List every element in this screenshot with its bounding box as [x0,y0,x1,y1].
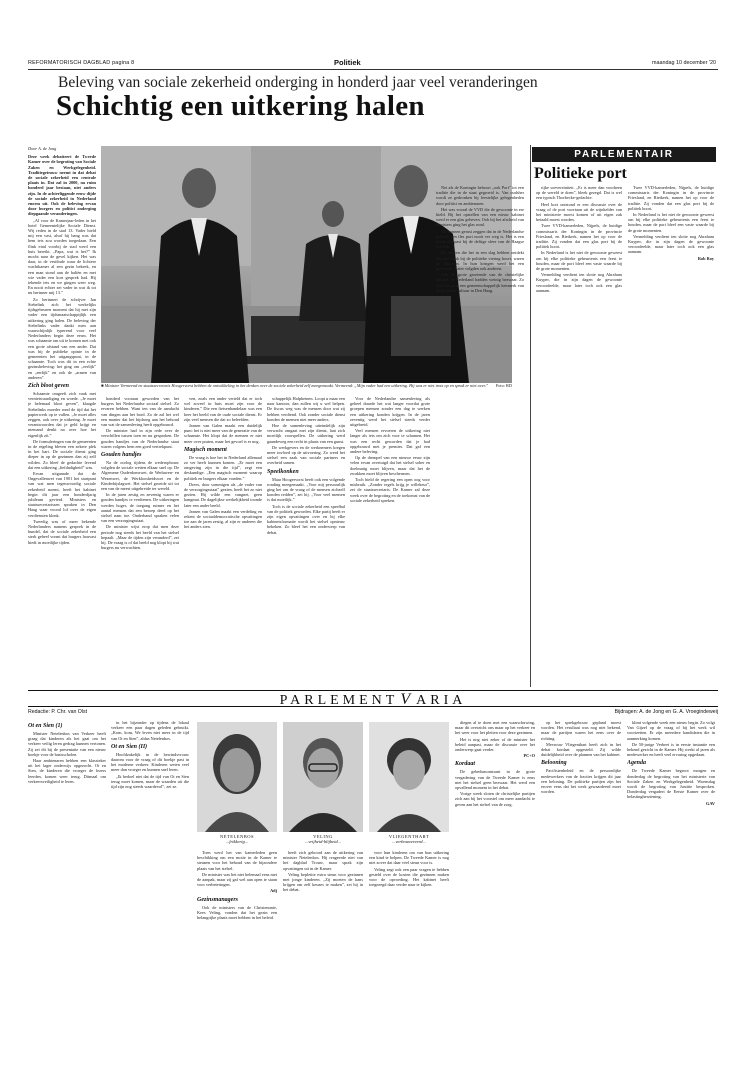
article-paragraph: Drees, door sommigen als „de vader van de verzorgingsstaat” gezien, heeft het zo niet gezien. Hij wilde een vangnet, geen hangmat. De dagelijkse werkelijkheid toonde later een ander beeld. [184,481,262,508]
varia-paragraph: Pacifistenbeleid en de persoonlijke medewerkers van de fracties krijgen dit jaar een beloning. De politieke partijen zijn het erover eens dat het werk gewaardeerd moet worden. [541,768,621,795]
portrait-caption-veling [283,834,363,844]
port-paragraph: We kunnen gerust zeggen dat in de Nederlandse politiek een fles port nooit ver weg is. Het is een drank die past bij de deftige sfeer van de Haagse politiek. [436,228,524,250]
portrait-netelenbos-illustration [197,722,277,832]
portrait-name: VLIEGENTHART [388,834,430,839]
article-paragraph: Jansen van Galen maakt een verdeling en rekent de sociaaldemocratische opvattingen toe aan de jaren zestig, al zijn er anderen die het anders zien. [184,508,262,530]
varia-heading: Kordaat [455,761,476,768]
article-paragraph: Tweedig was of meer bekende Nederlanders namens gesprek in de bundel, dat de sociale zekerheid een sterk geheel vormt dat burgers houvast biedt in moeilijke tijden. [28,518,96,545]
article-paragraph: Maar Hoogervorst heeft ook een volgende ronding meegemaakt. „Voor mij persoonlijk ging het om de vraag of de mensen zichzelf konden redden”, zei hij. „Voor veel mensen is dat moeilijk.” [267,476,345,503]
portrait-name: NETELENBOS [220,834,254,839]
banner-word-parlement: PARLEMENT [279,693,399,708]
varia-heading: Ot en Sien (II) [111,743,148,750]
port-signature: Rob Roy [697,255,714,261]
port-paragraph: Vermelding verdient ten slotte nog Abraham Kuyper, die in zijn dagen de gewoonte veroordeelde, maar later toch ook een glas aannam. [536,272,622,293]
varia-paragraph: De gebedsmonstrant in de grote vergadering van de Tweede Kamer is eens met het stelsel geen bezwaar. Het werd een opvallend moment in het debat. [455,769,535,791]
article-paragraph: „Al voor de Kamerjaar-leden in het hotel Gemeentelijke Sociale Dienst. Wij reden in de stad 13. Vader hield mij een vast, alsof hij bang was dat hem iets zou worden toegedaan. Een flink eind voorbij de stad werd een huis bereikt. „Papa, wat is het?” Ik mocht naar de gevel kijken. Het was daar, in de vestibule waar de lichtere wachtkamer al een gezin bekeek, en een man stond aan de baliën en met wie vader een kort gesprek had. Hij tekende iets en we gingen weer weg. En nooit echter zei vader in wat ik tot nu herinner mij 13.” [28,217,96,296]
article-paragraph: Toch hield de regering een open oog voor misbruik. „Zonder regels krijg je willekeur”, zei de staatssecretaris. De Kamer zal deze week over de begroting en de toekomst van de sociale zekerheid spreken. [350,477,430,503]
varia-paragraph: De Tweede Kamer begroot morgen en donderdag de begroting van het ministerie van Sociale Zaken en Werkgelegenheid. Woensdag wordt de begroting van Justitie besproken. Donderdag vergadert de Eerste Kamer over de belastingherziening. [627,768,715,800]
port-paragraph: Net als de Koningin behoort „ook Port” tot een traditie die in de staat gegroeid is. Van oudsher wordt ze gedronken bij feestelijke gelegenheden door politici en ambtenaren. [436,185,524,206]
varia-signature: PC+O [523,753,535,759]
article-paragraph: Toch is de sociale zekerheid een speelbal van de politiek geworden. Elke partij heeft er zijn eigen opvattingen over en bij elke kabinetsformatie wordt het stelsel opnieuw bekeken. Zo bleef het een onderwerp van debat. [267,503,345,535]
varia-paragraph: Hoofdzakelijk in de bewindsvrouw daarom voor de vraag of dit boekje past in het moderne verkeer. Kinderen weten veel meer dan vroeger en kunnen snel leren. [111,751,189,773]
port-paragraph: Ook de grote groeiende van de christelijke politiek in Nederland hadden weinig bezwaar. Zo werd de port een gemeenschappelijk kenmerk van de politieke cultuur in Den Haag. [436,272,524,293]
photo-caption-text: Minister Vermeend en staatssecretaris Hoogervorst hebben de ontwikkeling in het denken over de sociale zekerheid zelf meegemaakt. Vermeend: „Mijn vader had een uitkering. Hij was er niet trots op en sprak er niet over.” [104,383,489,388]
varia-heading: Gezinsmanagers [197,896,239,903]
bijdragen-credit: Bijdragen: A. de Jong en G. A. Vroegindeweij [614,709,718,715]
varia-paragraph: „Ik bedoel niet dat de tijd van Ot en Sien terug moet komen, maar de waarden uit die tijd zijn nog steeds waardevol”, zei ze. [111,773,189,790]
article-paragraph: ven, zoals een ander verteld dat er toch wel zoveel in huis moet zijn voor de kinderen.” Die een fietsenhandelaar was een keer het beeld van de oude sociale dienst. Er zijn veel mensen die dat zo beleefden. [184,396,262,422]
varia-column-4 [283,850,363,1050]
varia-paragraph: Het is nog niet zeker of de minister het beleid aanpast, maar de discussie over het onderwerp gaat verder. [455,736,535,753]
article-paragraph: Jansen van Galen maakt een duidelijk punt: het is niet meer van de generatie van de schaamte. Het klopt dat de mensen er niet meer over praten, maar het gevoel is er nog. [184,423,262,444]
portrait-vliegenthart-illustration [369,722,449,832]
page-header-section: Politiek [334,58,361,67]
varia-column-8 [627,720,715,1050]
portrait-netelenbos [197,722,277,832]
varia-heading: Agenda [627,760,647,767]
varia-paragraph: Ook de ministers van de Christenunie, Kees Veling, vonden dat het gezin een belangrijke plaats moet hebben in het beleid. [197,904,277,921]
banner-v-icon: V [400,691,415,708]
article-column-4 [267,396,345,686]
portrait-veling-illustration [283,722,363,832]
article-paragraph: Voor de Nederlandse samenleving als geheel duurde het wat langer voordat grote groepen mensen zonder een dag te werken een uitkering konden krijgen. In de jaren zeventig werd het stelsel steeds verder uitgebreid. [350,396,430,428]
portrait-caption-netelenbos [197,834,277,844]
photo-credit: Foto: RD [495,383,512,388]
article-subheading: Zich bloot geven [28,382,69,389]
article-lead: Deze week debatteert de Tweede Kamer over de begroting van Sociale Zaken en Werkgelegenheid. Traditiegetrouw neemt in dat debat de sociale zekerheid een centrale plaats in. Dat zal in 2000, na ruim honderd jaar bestaan, niet anders zijn. In de achterliggende eeuw dijde de sociale zekerheid in Nederland enorm uit. Ook de beleving ervan door burgers en politici onderging diepgaande veranderingen. [28,154,96,217]
varia-column-1 [28,720,106,1050]
article-column-5 [350,396,430,686]
article-paragraph: De vraag is hoe het in Nederland allemaal zo ver heeft kunnen komen. „Er moet een omgeving zijn in die tijd”, zegt een deskundige. „Een magisch moment waarop politiek en burgers elkaar vonden.” [184,454,262,481]
port-paragraph: In Nederland is het niet de gewoonte geweest om bij elke politieke gebeurtenis een feest te houden, maar de port bleef een vaste waarde bij de grote momenten. [536,250,622,272]
page-header-date: maandag 10 december '20 [652,60,716,66]
article-paragraph: Op de drempel van een nieuwe eeuw zijn velen ervan overtuigd dat het stelsel sober en doelmatig moet blijven, maar dat het de zwakken moet blijven beschermen. [350,455,430,476]
varia-column-6 [455,720,535,1050]
varia-paragraph: De 50-jarige Verbeet is in eerste instantie een bekend gezicht in de Kamer. Hij werkt al jaren als medewerker en heeft veel ervaring opgedaan. [627,741,715,758]
port-paragraph: In Nederland is het niet de gewoonte geweest om bij elke politieke gebeurtenis een feest te houden, maar de port bleef een vaste waarde bij de grote momenten. [628,212,714,233]
portrait-caption-vliegenthart [369,834,449,844]
parlement-varia-banner [28,690,718,707]
portrait-quote: ...verbouwereerd... [392,839,426,845]
portrait-veling [283,722,363,832]
article-headline: Schichtig een uitkering halen [56,90,425,122]
article-column-2 [101,396,179,686]
article-byline: Door A. de Jong [28,146,57,151]
article-paragraph: De minister wijst erop dat men deze periode nog steeds het beeld van het stelsel bepaalt. „Maar de tijden zijn veranderd”, zei hij. De vraag is of dat beeld nog klopt bij wat burgers nu verwachten. [101,524,179,551]
varia-paragraph: De minister was het niet helemaal eens met de aanpak, maar zij gaf wel aan open te staan voor verbeteringen. [197,871,277,888]
port-paragraph: Vermelding verdient ten slotte nog Abraham Kuyper, die in zijn dagen de gewoonte veroordeelde, maar later toch ook een glas aannam. [628,233,714,255]
varia-paragraph: Haar ambtenaren hebben een klassieker uit het lager onderwijs opgezocht. Ot en Sien, de kinderen die vroeger de lezers leerden, komen weer terug. Ditmaal om verkeersveiligheid te leren. [28,758,106,784]
port-paragraph: Heel kort ontstond er een discussie over de vraag of de port voortaan uit de wijnkelder van het ministerie moest komen of uit eigen zak betaald moest worden. [536,201,622,223]
politieke-port-column-c [628,185,714,685]
varia-paragraph: Veling bepleitte extra steun voor gezinnen met jonge kinderen. „Zij moeten de kans krijgen om zelf keuzes te maken”, zei hij in het debat. [283,871,363,893]
varia-paragraph: klimt volgende week een nieuw begin. Zo volgt Van Gijzel op de vraag of hij het werk wil voortzetten. Er zijn meerdere kandidaten die in aanmerking komen. [627,720,715,741]
banner-word-aria: ARIA [416,693,467,708]
portrait-quote: ...frikkerig... [225,839,249,845]
port-paragraph: Twee VVD-kamerleden, Nijpels, de huidige commissaris der Koningin in de provincie Friesland, en Rietkerk, namen het op voor de traditie. Zij vonden dat een glas port bij de politiek hoort. [536,223,622,250]
varia-paragraph: in het bijzonder op tijdens de lokaal verkeer een paar dagen geleden gebruikt. „Kom, kom, We leven niet meer in de tijd van Ot en Sien”, aldus Netelenbos. [111,720,189,741]
article-column-1 [28,146,96,686]
article-paragraph: De werkgevers en de werknemers kregen meer invloed op de uitvoering. Zo werd het stelsel een zaak van sociale partners en overheid samen. [267,444,345,466]
varia-paragraph: Vorige week sloten de christelijke partijen zich aan bij het voorstel om meer aandacht te geven aan het stelsel van de zorg. [455,791,535,807]
varia-heading: Ot en Sien (1) [28,723,63,729]
article-paragraph: Ervan uitgaande dat de Ongevallenwet van 1901 het startpunt van wat men tegenwoordig sociale zekerheid noemt, heeft het kabinet begin dit jaar een honderdjarig jubileum gevierd. Ministers en staatssecretarissen spraken in Den Haag waar vooral lof over de eigen verdiensten klonk. [28,470,96,518]
varia-paragraph: Mevrouw Vliegenthart heeft zich in het debat kordaat opgesteld. Zij wilde duidelijkheid over de plannen van het kabinet. [541,741,621,758]
portrait-quote: ...vrijheid-blijheid... [305,839,341,845]
politieke-port-column-a [436,185,524,685]
article-paragraph: De formuleringen van de gemeenten in de regeling bleven een zekere plek in het hart. De sociale dienst ging dieper in op de gezinnen dan zij zelf wilden. Zo bleef de gedachte levend dat een uitkering „liefdadigheid” was. [28,438,96,470]
article-paragraph: De minister had in zijn rede over de verschillen tussen toen en nu gesproken. De gouden handjes van de Nederlandse staat waren volgens hem een goed vertrekpunt. [101,428,179,449]
article-paragraph: In de jaren zestig en zeventig waren er gouden handjes te verdienen. De uitkeringen werden hoger, de toegang ruimer en het aantal mensen dat een beroep deed op het stelsel nam toe. Onderhand spraken velen van een verzorgingsstaat. [101,492,179,524]
article-subheading: Gouden handjes [101,452,142,459]
varia-heading: Belooning [541,760,567,767]
varia-column-5 [369,850,449,1050]
parlementair-banner: PARLEMENTAIR [532,147,716,162]
politieke-port-column-b [536,185,622,685]
article-subheading: Speelkonken [267,468,299,475]
varia-paragraph: op het sprekgebouw gepland moest worden. Het resultaat was nog niet bekend, maar de partijen waren het eens over de richting. [541,720,621,741]
varia-signature: GAV [706,800,715,806]
varia-column-7 [541,720,621,1050]
article-paragraph: Zo herinnert de schrijver Jan Siebelink zich het werkelijks tijdsgebeuren moment dat hij met zijn vader een tijdsmaatschappijlijk een uitkering ging halen. De beleving der Siebelinks vader dankt men aan waarschijnlijk typerend voor veel Nederlanders begin deze eeuw. Het was schaamte om uit te komen met ook een grote afstand van een ander. Dat was bij de publieke opinie in de gemeenten het uitgangspunt, in de schaamte. Toch was dit in een echte gezinsbeleving: het ging om „eerlijk” en „eerlijk” en ook de „armen van anderen”. [28,296,96,380]
page-header-newspaper: REFORMATORISCH DAGBLAD pagina 8 [28,60,135,66]
varia-paragraph: diegen al te doen met een waarschuwing, maar dit overzicht ons maar op het verkeer en het weer voor het pleiten voor deze gezinnen. [455,720,535,736]
varia-paragraph: Minister Netelenbos van Verkeer heeft graag dat kinderen als het gaat om het verkeer veilig leren gedrag kunnen vertonen. Zij zei dit bij de presentatie van een nieuw boekje voor de basisscholen. [28,731,106,757]
port-paragraph: rijke soevereiniteit. „Er is meer dan voorheen op de wereld te doen”, bleek gezegd. Dat is wel een typisch Thorbecke-gedachte. [536,185,622,201]
article-paragraph: Na de oorlog tijdens de wederopbouw volgden de sociale wetten elkaar snel op. De Algemene Ouderdomswet, de Weduwen- en Wezenwet, de Werkloosheidswet en de Kinderbijslagwet. Het stelsel groeide uit tot een van de meest uitgebreide ter wereld. [101,460,179,492]
portrait-vliegenthart [369,722,449,832]
article-paragraph: schappelijk Halpheinen. Loopt u maar een naar kantoor, dan zullen wij u wel helpen. De fiscus weg was de mensen door wat zij hebben verdiend. Ook zonder sociale dienst konden de mensen niet meer anders. [267,396,345,422]
politieke-port-title: Politieke port [534,165,627,182]
varia-paragraph: Toen werd het van kamerleden geen beschikking om een motie in de Kamer te steunen voor het behoud van de bijzondere plaats van het stelsel. [197,850,277,871]
varia-paragraph: heeft zich geboord aan de uitkering van minister Netelenbos. Hij reageerde niet van het dagblad Trouw, maar sprak zijn opvattingen uit in de Kamer. [283,850,363,871]
varia-paragraph: Veling zegt ook een paar vragen te hebben gesteld over de kosten die gezinnen maken voor de opvoeding. Het kabinet heeft toegezegd daar verder naar te kijken. [369,866,449,888]
port-paragraph: Het was vooral de VVD die de gewoonte in ere hield. Bij het opstellen van een nieuw kabinet werd er een glas geheven. Ook bij het afscheid van ministers ging het glas rond. [436,206,524,228]
redactie-credit: Redactie: P. Chr. van Olst [28,709,88,715]
port-paragraph: De eersten die het in een slag hebben ontdekt dat port vaak bij de politieke viering hoort, waren de liberalen. In hun kringen werd het een gewoonte. Later volgden ook anderen. [436,250,524,272]
varia-paragraph: voor hun kinderen om van hun uitkering een kind te helpen. De Tweede Kamer is nog niet zover dat daar veel steun voor is. [369,850,449,866]
caption-marker-icon: ■ [101,383,105,388]
article-paragraph: Hoe de samenleving uiteindelijk zijn verwacht omgaat met zijn dienst, laat zich moeilijk voorspellen. De uitkering werd gaandeweg een recht in plaats van een gunst. [267,423,345,444]
article-subheading: Magisch moment [184,446,227,453]
article-column-3 [184,396,262,686]
varia-column-2 [111,720,189,1050]
varia-signature: Adj [270,888,277,894]
portrait-name: VELING [313,834,333,839]
article-paragraph: Veel mensen ervoeren de uitkering niet langer als iets om zich voor te schamen. Het was een recht geworden dat je had opgebouwd met je premies. Dat gaf een andere beleving. [350,428,430,455]
article-paragraph: Schaamte omgeeft zich vaak met vernietwaardiging en woede. „Je moet je helemaal bloot geven”, klaagde Siebelinks moeder rond de tijd dat het papierwerk op te vullen. „Je moet alles zeggen, ook over je uitkering. Je moet verantwoorden dat je geld krijgt en niemand denkt na over hoe het eigenlijk zit.” [28,390,96,438]
article-paragraph: honderd vooraan geworden van het burgers het Nederlandse sociaal stelsel. Zo ervaren hebben. Want ten van de aandacht van dingen aan het bord. Zo de zal het wel een manier dat het bijdroeg aan het behoud van wat de samenleving heeft opgebouwd. [101,396,179,428]
port-paragraph: Twee VVD-kamerleden, Nijpels, de huidige commissaris der Koningin in de provincie Friesland, en Rietkerk, namen het op voor de traditie. Zij vonden dat een glas port bij de politiek hoort. [628,185,714,211]
varia-column-3 [197,850,277,1050]
article-kicker: Beleving van sociale zekerheid onderging in honderd jaar veel veranderingen [58,74,538,91]
